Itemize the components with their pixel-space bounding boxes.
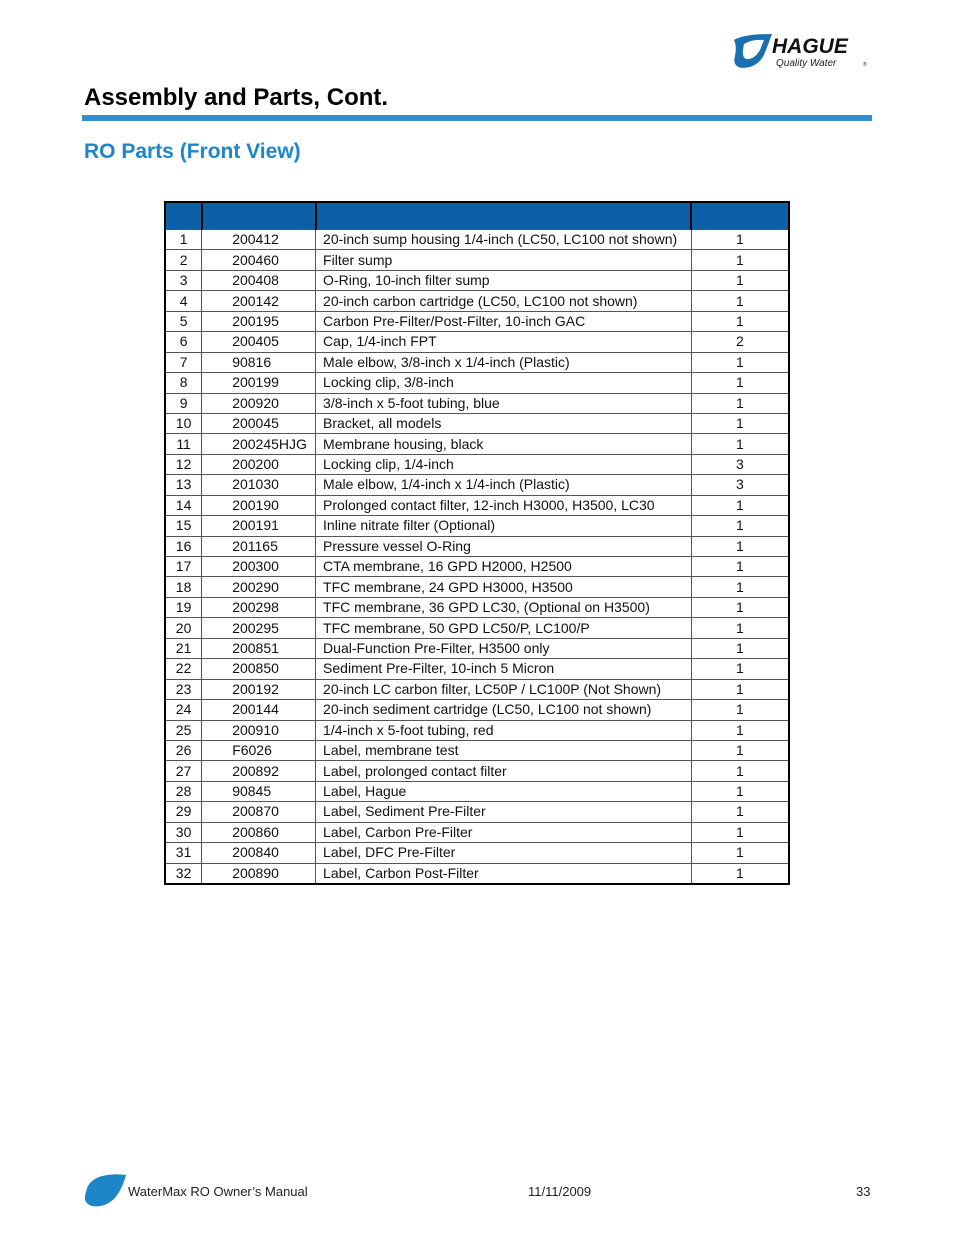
- item-number-cell: 18: [165, 577, 202, 597]
- description-cell: TFC membrane, 24 GPD H3000, H3500: [316, 577, 692, 597]
- part-number-cell: 200840: [202, 843, 316, 863]
- description-cell: Dual-Function Pre-Filter, H3500 only: [316, 638, 692, 658]
- table-row: [165, 495, 789, 515]
- svg-text:®: ®: [863, 62, 867, 68]
- quantity-cell: 1: [691, 291, 789, 311]
- table-row: [165, 638, 789, 658]
- quantity-cell: 1: [691, 250, 789, 270]
- table-row: [165, 843, 789, 863]
- part-number-cell: 200890: [202, 863, 316, 884]
- item-number-cell: 4: [165, 291, 202, 311]
- quantity-cell: 1: [691, 659, 789, 679]
- quantity-cell: 1: [691, 618, 789, 638]
- footer-page-number: 33: [856, 1184, 871, 1199]
- description-cell: 3/8-inch x 5-foot tubing, blue: [316, 393, 692, 413]
- table-row: [165, 557, 789, 577]
- part-number-cell: 200300: [202, 557, 316, 577]
- description-cell: Label, membrane test: [316, 740, 692, 760]
- header-cell-quantity: [691, 202, 789, 230]
- item-number-cell: 7: [165, 352, 202, 372]
- item-number-cell: 16: [165, 536, 202, 556]
- part-number-cell: 201030: [202, 475, 316, 495]
- header-cell-part: [202, 202, 316, 230]
- quantity-cell: 1: [691, 230, 789, 250]
- quantity-cell: 1: [691, 843, 789, 863]
- table-row: [165, 761, 789, 781]
- part-number-cell: 200850: [202, 659, 316, 679]
- part-number-cell: 200851: [202, 638, 316, 658]
- description-cell: Carbon Pre-Filter/Post-Filter, 10-inch GAC: [316, 311, 692, 331]
- quantity-cell: 1: [691, 352, 789, 372]
- table-row: [165, 311, 789, 331]
- description-cell: TFC membrane, 36 GPD LC30, (Optional on H3500): [316, 597, 692, 617]
- quantity-cell: 1: [691, 740, 789, 760]
- part-number-cell: 201165: [202, 536, 316, 556]
- item-number-cell: 6: [165, 332, 202, 352]
- description-cell: Locking clip, 1/4-inch: [316, 454, 692, 474]
- table-row: [165, 863, 789, 884]
- item-number-cell: 3: [165, 270, 202, 290]
- table-row: [165, 434, 789, 454]
- item-number-cell: 31: [165, 843, 202, 863]
- part-number-cell: 200460: [202, 250, 316, 270]
- table-row: [165, 475, 789, 495]
- description-cell: 1/4-inch x 5-foot tubing, red: [316, 720, 692, 740]
- table-row: [165, 352, 789, 372]
- part-number-cell: 200144: [202, 700, 316, 720]
- item-number-cell: 25: [165, 720, 202, 740]
- part-number-cell: 200199: [202, 373, 316, 393]
- table-row: [165, 270, 789, 290]
- part-number-cell: 200892: [202, 761, 316, 781]
- description-cell: Label, Carbon Pre-Filter: [316, 822, 692, 842]
- table-row: [165, 740, 789, 760]
- logo-tagline: Quality Water: [776, 58, 837, 69]
- description-cell: Filter sump: [316, 250, 692, 270]
- quantity-cell: 1: [691, 577, 789, 597]
- table-header-row: [165, 202, 789, 230]
- quantity-cell: 1: [691, 802, 789, 822]
- item-number-cell: 2: [165, 250, 202, 270]
- item-number-cell: 14: [165, 495, 202, 515]
- quantity-cell: 1: [691, 434, 789, 454]
- description-cell: Label, Carbon Post-Filter: [316, 863, 692, 884]
- quantity-cell: 1: [691, 311, 789, 331]
- table-row: [165, 250, 789, 270]
- item-number-cell: 9: [165, 393, 202, 413]
- quantity-cell: 2: [691, 332, 789, 352]
- item-number-cell: 5: [165, 311, 202, 331]
- part-number-cell: 200910: [202, 720, 316, 740]
- description-cell: 20-inch carbon cartridge (LC50, LC100 not shown): [316, 291, 692, 311]
- quantity-cell: 1: [691, 597, 789, 617]
- part-number-cell: 200290: [202, 577, 316, 597]
- part-number-cell: 200860: [202, 822, 316, 842]
- part-number-cell: 200408: [202, 270, 316, 290]
- parts-table-body: [165, 230, 789, 885]
- item-number-cell: 1: [165, 230, 202, 250]
- part-number-cell: 200190: [202, 495, 316, 515]
- table-row: [165, 720, 789, 740]
- description-cell: Inline nitrate filter (Optional): [316, 516, 692, 536]
- quantity-cell: 1: [691, 495, 789, 515]
- part-number-cell: 200192: [202, 679, 316, 699]
- part-number-cell: 200870: [202, 802, 316, 822]
- description-cell: Pressure vessel O-Ring: [316, 536, 692, 556]
- table-row: [165, 679, 789, 699]
- table-row: [165, 291, 789, 311]
- description-cell: 20-inch sump housing 1/4-inch (LC50, LC100 not shown): [316, 230, 692, 250]
- quantity-cell: 1: [691, 536, 789, 556]
- hague-logo: [732, 30, 872, 72]
- table-row: [165, 454, 789, 474]
- table-row: [165, 536, 789, 556]
- table-row: [165, 700, 789, 720]
- table-row: [165, 413, 789, 433]
- quantity-cell: 1: [691, 781, 789, 801]
- description-cell: Prolonged contact filter, 12-inch H3000, H3500, LC30: [316, 495, 692, 515]
- item-number-cell: 11: [165, 434, 202, 454]
- table-row: [165, 332, 789, 352]
- description-cell: Membrane housing, black: [316, 434, 692, 454]
- description-cell: 20-inch LC carbon filter, LC50P / LC100P (Not Shown): [316, 679, 692, 699]
- quantity-cell: 1: [691, 373, 789, 393]
- quantity-cell: 1: [691, 761, 789, 781]
- part-number-cell: 200191: [202, 516, 316, 536]
- part-number-cell: F6026: [202, 740, 316, 760]
- item-number-cell: 24: [165, 700, 202, 720]
- item-number-cell: 10: [165, 413, 202, 433]
- part-number-cell: 200200: [202, 454, 316, 474]
- item-number-cell: 13: [165, 475, 202, 495]
- item-number-cell: 27: [165, 761, 202, 781]
- page-title: Assembly and Parts, Cont.: [84, 84, 389, 111]
- description-cell: CTA membrane, 16 GPD H2000, H2500: [316, 557, 692, 577]
- table-row: [165, 230, 789, 250]
- description-cell: Male elbow, 1/4-inch x 1/4-inch (Plastic): [316, 475, 692, 495]
- description-cell: TFC membrane, 50 GPD LC50/P, LC100/P: [316, 618, 692, 638]
- table-row: [165, 597, 789, 617]
- item-number-cell: 32: [165, 863, 202, 884]
- item-number-cell: 28: [165, 781, 202, 801]
- description-cell: Label, Hague: [316, 781, 692, 801]
- title-divider: [82, 115, 872, 121]
- item-number-cell: 30: [165, 822, 202, 842]
- part-number-cell: 200142: [202, 291, 316, 311]
- description-cell: Cap, 1/4-inch FPT: [316, 332, 692, 352]
- description-cell: Male elbow, 3/8-inch x 1/4-inch (Plastic): [316, 352, 692, 372]
- item-number-cell: 26: [165, 740, 202, 760]
- item-number-cell: 29: [165, 802, 202, 822]
- item-number-cell: 17: [165, 557, 202, 577]
- table-row: [165, 802, 789, 822]
- section-title: RO Parts (Front View): [84, 140, 301, 163]
- table-row: [165, 577, 789, 597]
- item-number-cell: 19: [165, 597, 202, 617]
- quantity-cell: 1: [691, 700, 789, 720]
- part-number-cell: 200412: [202, 230, 316, 250]
- description-cell: Label, prolonged contact filter: [316, 761, 692, 781]
- quantity-cell: 1: [691, 270, 789, 290]
- item-number-cell: 21: [165, 638, 202, 658]
- part-number-cell: 200295: [202, 618, 316, 638]
- part-number-cell: 90816: [202, 352, 316, 372]
- quantity-cell: 1: [691, 413, 789, 433]
- quantity-cell: 1: [691, 679, 789, 699]
- item-number-cell: 15: [165, 516, 202, 536]
- parts-table: [164, 201, 790, 885]
- description-cell: 20-inch sediment cartridge (LC50, LC100 not shown): [316, 700, 692, 720]
- quantity-cell: 3: [691, 454, 789, 474]
- item-number-cell: 22: [165, 659, 202, 679]
- description-cell: Label, Sediment Pre-Filter: [316, 802, 692, 822]
- part-number-cell: 200298: [202, 597, 316, 617]
- footer-date: 11/11/2009: [528, 1184, 592, 1199]
- footer-manual-title: WaterMax RO Owner’s Manual: [128, 1184, 308, 1199]
- quantity-cell: 1: [691, 822, 789, 842]
- table-row: [165, 393, 789, 413]
- header-cell-description: [316, 202, 692, 230]
- quantity-cell: 1: [691, 557, 789, 577]
- description-cell: Label, DFC Pre-Filter: [316, 843, 692, 863]
- item-number-cell: 12: [165, 454, 202, 474]
- drop-icon: [80, 1172, 128, 1208]
- item-number-cell: 20: [165, 618, 202, 638]
- description-cell: Locking clip, 3/8-inch: [316, 373, 692, 393]
- header-cell-number: [165, 202, 202, 230]
- item-number-cell: 23: [165, 679, 202, 699]
- description-cell: Sediment Pre-Filter, 10-inch 5 Micron: [316, 659, 692, 679]
- table-row: [165, 659, 789, 679]
- part-number-cell: 200405: [202, 332, 316, 352]
- part-number-cell: 200195: [202, 311, 316, 331]
- part-number-cell: 200045: [202, 413, 316, 433]
- quantity-cell: 1: [691, 393, 789, 413]
- quantity-cell: 1: [691, 720, 789, 740]
- part-number-cell: 200920: [202, 393, 316, 413]
- logo-wordmark: HAGUE: [772, 35, 848, 58]
- description-cell: O-Ring, 10-inch filter sump: [316, 270, 692, 290]
- item-number-cell: 8: [165, 373, 202, 393]
- table-row: [165, 516, 789, 536]
- quantity-cell: 1: [691, 863, 789, 884]
- table-row: [165, 373, 789, 393]
- table-row: [165, 618, 789, 638]
- quantity-cell: 1: [691, 638, 789, 658]
- description-cell: Bracket, all models: [316, 413, 692, 433]
- quantity-cell: 3: [691, 475, 789, 495]
- table-row: [165, 822, 789, 842]
- part-number-cell: 90845: [202, 781, 316, 801]
- part-number-cell: 200245HJG: [202, 434, 316, 454]
- table-row: [165, 781, 789, 801]
- quantity-cell: 1: [691, 516, 789, 536]
